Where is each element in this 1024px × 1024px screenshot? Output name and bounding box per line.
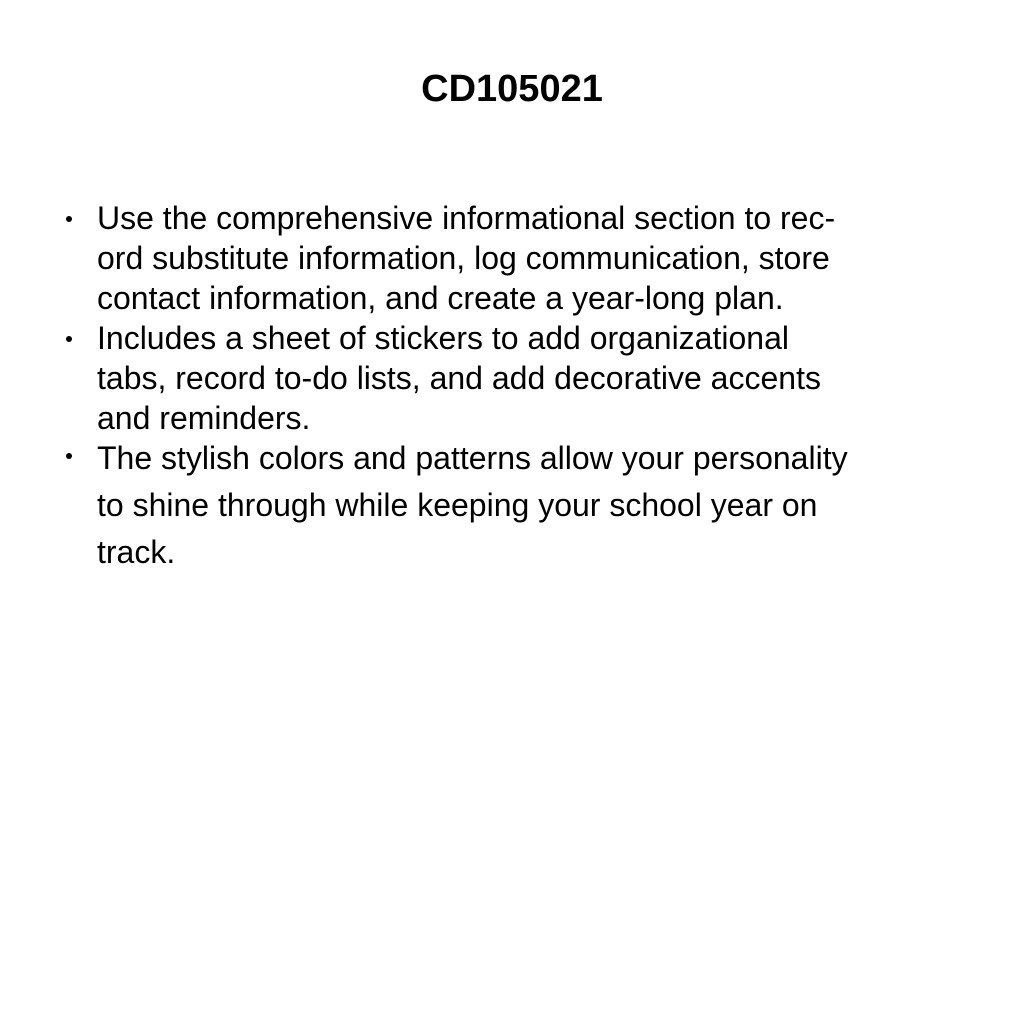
bullet-list [62,198,982,576]
list-item [62,318,982,438]
bullet-text: Includes a sheet of stickers to add organizational tabs, record to-do lists, and add decorative accents and reminders. [97,320,821,436]
bullet-text: The stylish colors and patterns allow your personality to shine through while keeping your school year on track. [97,440,848,570]
bullet-dot-icon [66,453,72,459]
page-title: CD105021 [421,68,603,110]
bullet-dot-icon [66,336,72,342]
bullet-text: Use the comprehensive informational section to rec- ord substitute information, log communication, store contact information, and create a year-long plan. [97,200,836,316]
bullet-dot-icon [66,216,72,222]
list-item [62,435,982,576]
list-item [62,198,982,318]
